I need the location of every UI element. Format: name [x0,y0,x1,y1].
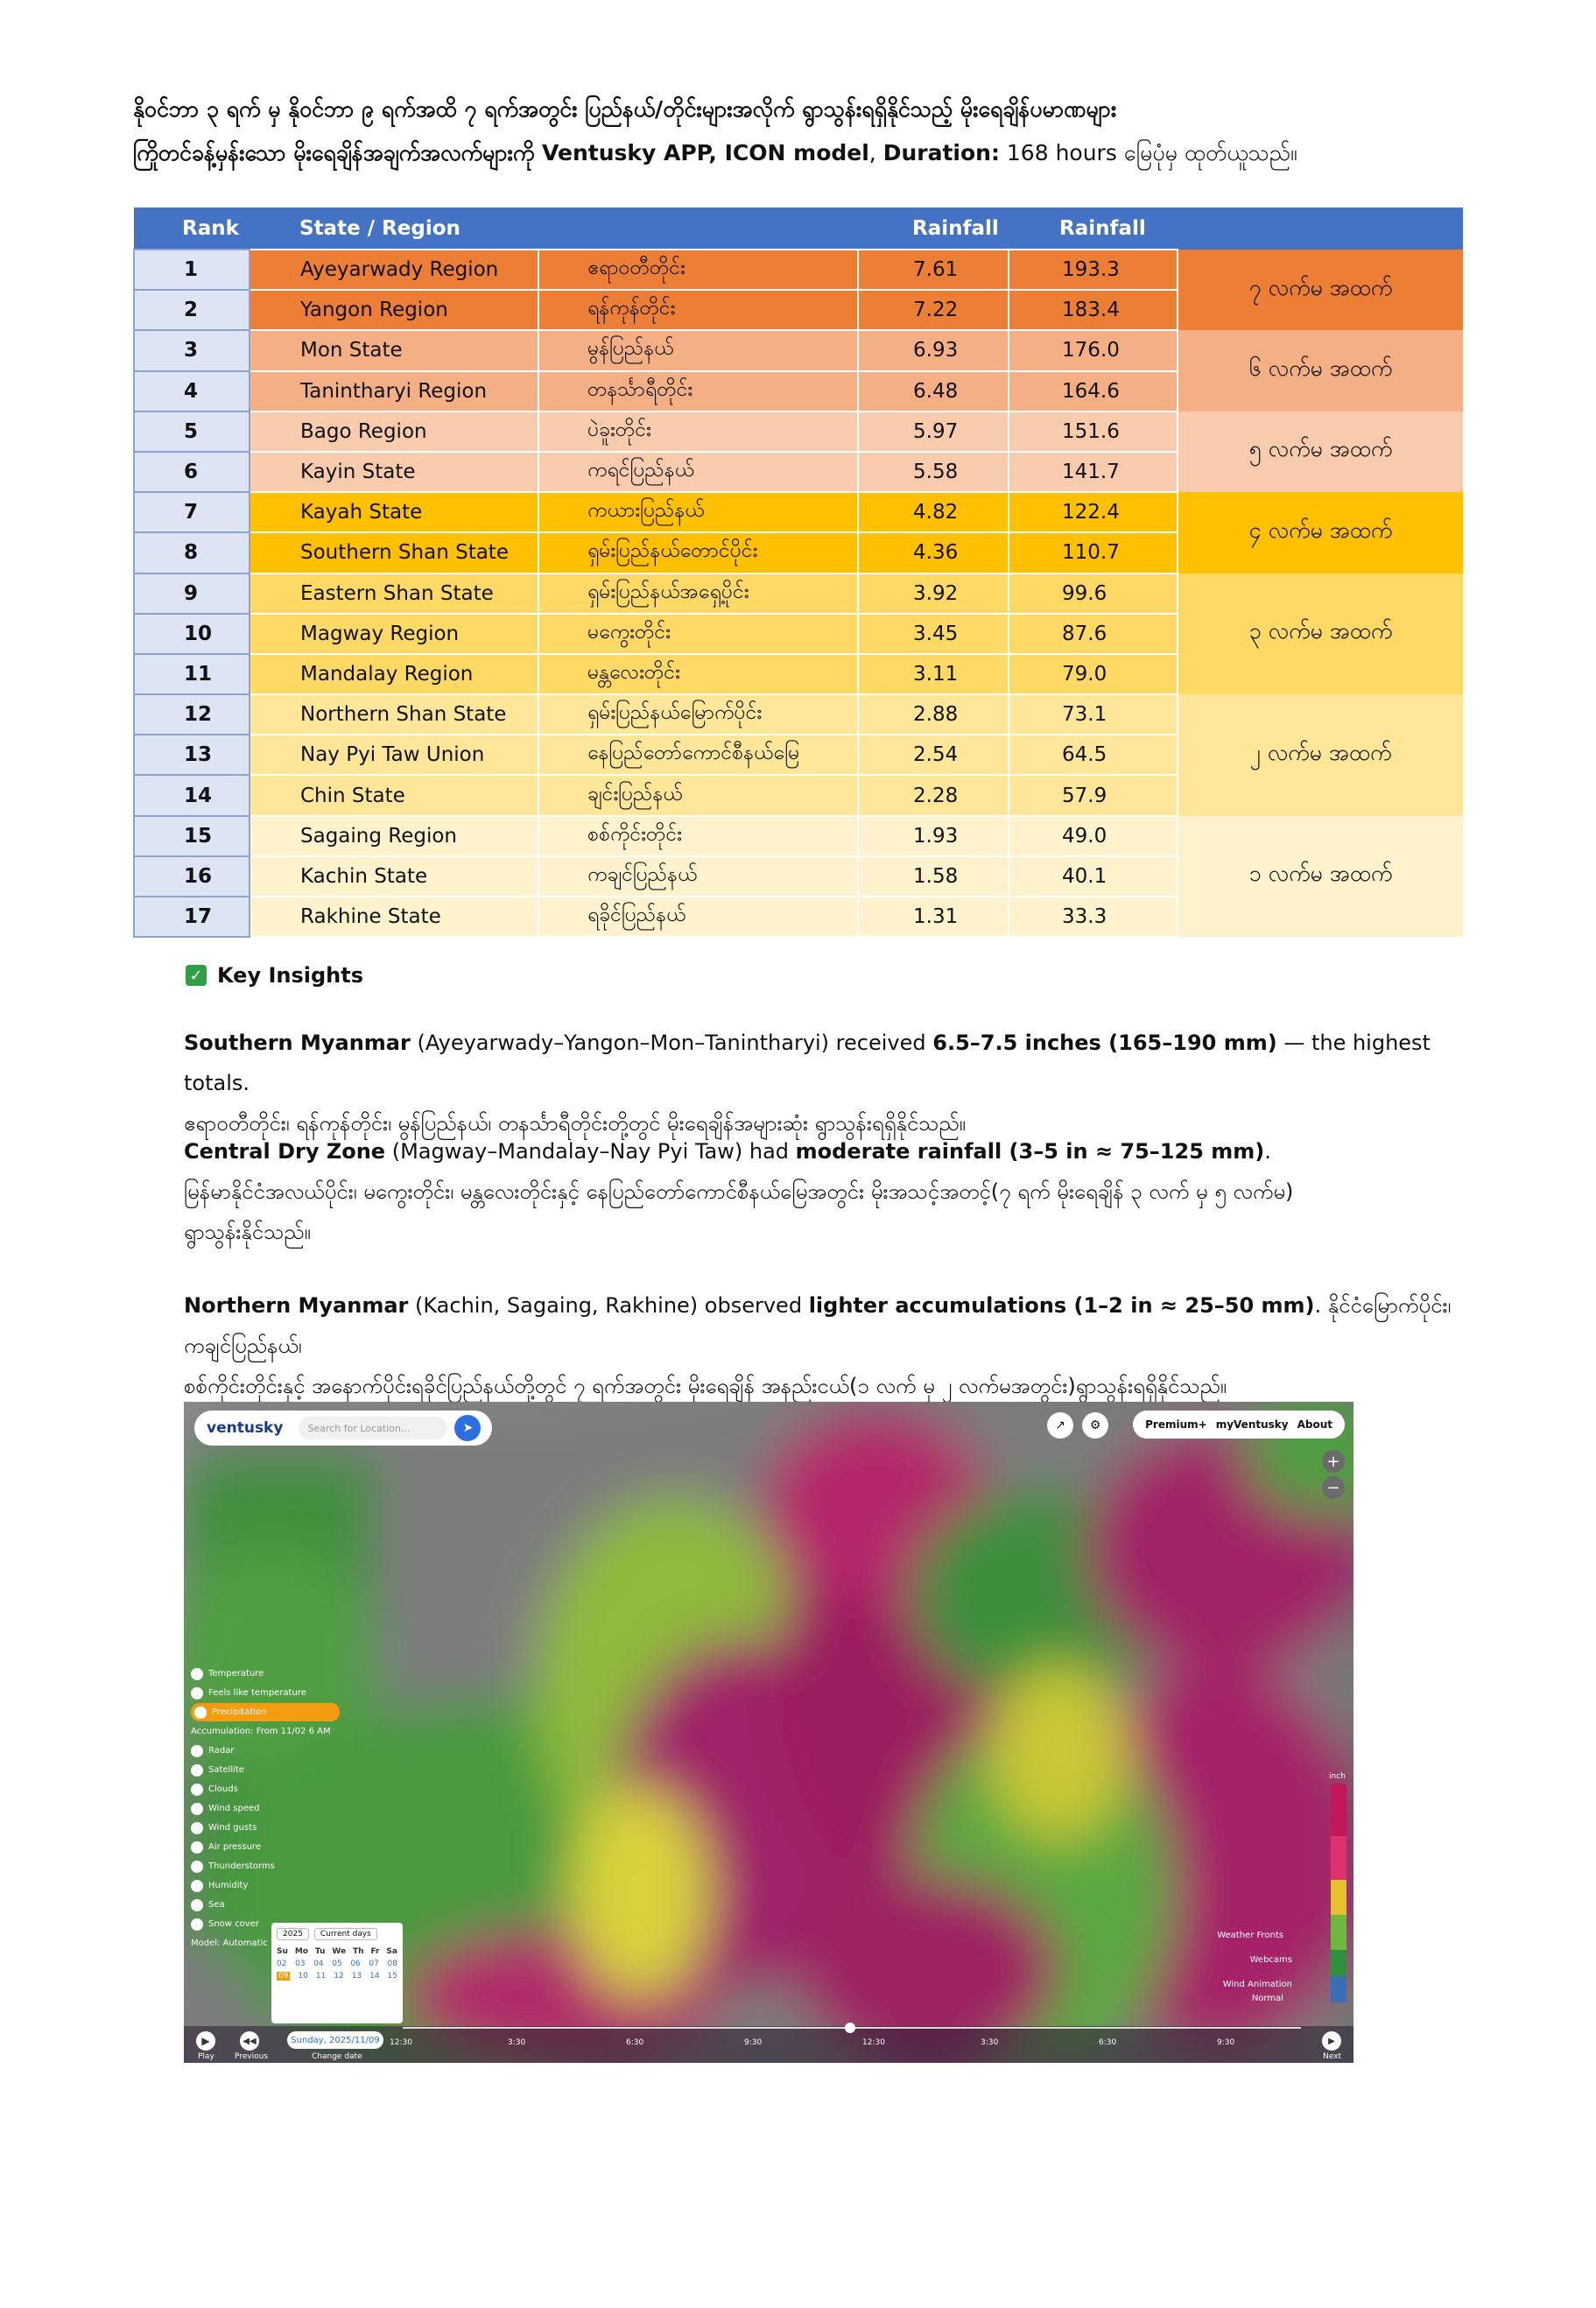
calendar-weekdays: Su Mo Tu We Th Fr Sa [277,1947,397,1956]
rain-inch: 6.48 [858,371,1009,412]
gear-icon[interactable]: ⚙ [1082,1412,1108,1439]
rain-inch: 3.92 [858,573,1009,614]
rain-mm: 73.1 [1009,694,1178,735]
insight-central-mm2: ရွာသွန်းနိုင်သည်။ [184,1220,311,1244]
table-row [134,694,1463,735]
layer-wind-gusts[interactable]: Wind gusts [191,1819,340,1837]
rank-cell: 1 [134,250,250,290]
rank-cell: 5 [134,412,250,452]
rain-mm: 87.6 [1009,614,1178,654]
header-rainfall-mm: Rainfall [1009,208,1178,250]
insight-southern [184,1023,1462,1143]
time-tick: 12:30 [862,2038,885,2047]
state-en: Magway Region [250,614,538,654]
rain-mm: 141.7 [1009,452,1178,492]
state-en: Yangon Region [250,290,538,330]
rank-cell: 12 [134,694,250,735]
state-en: Kayin State [250,452,538,492]
time-tick: 9:30 [744,2038,763,2047]
rain-inch: 3.11 [858,654,1009,694]
rain-mm: 110.7 [1009,532,1178,573]
rainfall-rank-table [133,208,1463,938]
insight-central [184,1131,1462,1252]
layer-air-pressure[interactable]: Air pressure [191,1838,340,1856]
table-row [134,330,1463,370]
layer-model[interactable]: Model: Automatic [191,1939,268,1948]
rain-mm: 183.4 [1009,290,1178,330]
insight-central-b2: moderate rainfall (3–5 in ≈ 75–125 mm) [795,1139,1265,1164]
insight-southern-b1: Southern Myanmar [184,1031,411,1055]
state-en: Mandalay Region [250,654,538,694]
rain-mm: 33.3 [1009,897,1178,937]
next-label: Next [1323,2052,1341,2061]
previous-label: Previous [235,2052,269,2061]
state-en: Kayah State [250,492,538,532]
rank-cell: 4 [134,371,250,412]
header-rainfall-inch: Rainfall [858,208,1009,250]
rain-mm: 49.0 [1009,816,1178,856]
state-en: Kachin State [250,856,538,897]
rain-inch: 3.45 [858,614,1009,654]
state-mm: ကချင်ပြည်နယ် [538,856,858,897]
state-en: Bago Region [250,412,538,452]
table-row [134,250,1463,290]
wind-animation-select[interactable]: Normal [1251,1994,1283,2003]
insight-southern-t1: (Ayeyarwady–Yangon–Mon–Tanintharyi) received [410,1031,933,1055]
header-rank: Rank [134,208,250,250]
insight-southern-mm: ဧရာဝတီတိုင်း၊ ရန်ကုန်တိုင်း၊ မွန်ပြည်နယ်၊ တနင်္သာရီတိုင်းတို့တွင် မိုးရေချိန်အများဆုံး ရွာသွန်းရရှိနိုင်သည်။ [184,1111,966,1136]
location-search-input[interactable]: Search for Location... [299,1417,447,1439]
play-label: Play [198,2052,214,2061]
group-label: ၅ လက်မ အထက် [1178,412,1463,492]
rain-inch: 4.36 [858,532,1009,573]
table-header [134,208,1463,250]
table-row [134,573,1463,614]
layer-temperature[interactable]: Temperature [191,1664,340,1683]
key-insights-title: Key Insights [217,963,364,988]
time-tick: 12:30 [390,2038,412,2047]
rank-cell: 15 [134,816,250,856]
intro-line-2b: Duration: [882,140,1000,165]
account-bar [1133,1411,1345,1439]
change-date-label: Change date [312,2052,362,2061]
intro-line-2 [133,131,1464,175]
insight-northern [184,1285,1462,1406]
ventusky-search-bar [194,1411,492,1446]
intro-text [133,88,1464,175]
rank-cell: 11 [134,654,250,694]
insight-northern-mm: စစ်ကိုင်းတိုင်းနှင့် အနောက်ပိုင်းရခိုင်ပြည်နယ်တို့တွင် ၇ ရက်အတွင်း မိုးရေချိန် အနည်းငယ်(၁ လက် မှ ၂ လက်မအတွင်း)ရွာသွန်းရရှိနိုင်သည်။ [184,1374,1227,1398]
rain-mm: 193.3 [1009,250,1178,290]
rain-mm: 79.0 [1009,654,1178,694]
group-label: ၇ လက်မ အထက် [1178,250,1463,330]
rank-cell: 10 [134,614,250,654]
timeline-track[interactable] [403,2027,1301,2029]
group-label: ၃ လက်မ အထက် [1178,573,1463,695]
rank-cell: 16 [134,856,250,897]
header-group [1178,208,1463,250]
rank-cell: 13 [134,735,250,775]
rank-cell: 9 [134,573,250,614]
state-mm: တနင်္သာရီတိုင်း [538,371,858,412]
state-mm: ချင်းပြည်နယ် [538,775,858,815]
rank-cell: 3 [134,330,250,370]
insight-northern-t2: . နိုင်ငံမြောက်ပိုင်း၊ ကချင်ပြည်နယ်၊ [184,1293,1452,1358]
rain-inch: 5.97 [858,412,1009,452]
group-label: ၄ လက်မ အထက် [1178,492,1463,573]
calendar-week-1[interactable]: 02 03 04 05 06 07 08 [277,1960,397,1968]
layer-menu [191,1664,340,1953]
rain-mm: 176.0 [1009,330,1178,370]
rank-cell: 8 [134,532,250,573]
checkmark-icon: ✓ [186,965,207,986]
rank-cell: 6 [134,452,250,492]
intro-line-2-sep: , [868,140,883,165]
layer-satellite[interactable]: Satellite [191,1761,340,1779]
state-mm: ရခိုင်ပြည်နယ် [538,897,858,937]
table-row [134,492,1463,532]
intro-line-1: နိုဝင်ဘာ ၃ ရက် မှ နိုဝင်ဘာ ၉ ရက်အထိ ၇ ရက်အတွင်း ပြည်နယ်/တိုင်းများအလိုက် ရွာသွန်းရရှိနိုင်သည့် မိုးရေချိန်ပမာဏများ [133,96,1117,122]
group-label: ၆ လက်မ အထက် [1178,330,1463,411]
locate-icon[interactable]: ➤ [454,1415,481,1441]
share-icon[interactable]: ↗ [1047,1412,1073,1439]
insight-southern-t2: — the highest totals. [184,1031,1431,1095]
layer-wind-speed[interactable]: Wind speed [191,1799,340,1818]
table-row [134,816,1463,856]
insight-northern-en [184,1285,1462,1366]
header-myanmar [538,208,858,250]
zoom-in-button[interactable]: + [1322,1450,1345,1473]
ventusky-map-screenshot [184,1402,1353,2063]
insight-central-t2: . [1264,1139,1271,1164]
calendar-week-2[interactable]: 09 10 11 12 13 14 15 [278,1972,397,1981]
rain-inch: 6.93 [858,330,1009,370]
rain-mm: 151.6 [1009,412,1178,452]
date-picker [271,1923,403,2023]
table-row [134,412,1463,452]
timeline-handle[interactable] [845,2023,855,2033]
rain-inch: 7.61 [858,250,1009,290]
year-select[interactable]: 2025 [277,1928,309,1940]
state-mm: မွန်ပြည်နယ် [538,330,858,370]
insight-central-t1: (Magway–Mandalay–Nay Pyi Taw) had [385,1139,796,1164]
state-en: Nay Pyi Taw Union [250,735,538,775]
range-select[interactable]: Current days [314,1928,377,1940]
zoom-out-button[interactable]: − [1322,1476,1345,1499]
insight-northern-b2: lighter accumulations (1–2 in ≈ 25–50 mm) [808,1293,1315,1318]
rank-cell: 17 [134,897,250,937]
group-label: ၂ လက်မ အထက် [1178,694,1463,816]
header-state: State / Region [250,208,538,250]
ventusky-logo: ventusky [207,1419,284,1437]
rain-mm: 57.9 [1009,775,1178,815]
state-mm: ဧရာဝတီတိုင်း [538,250,858,290]
next-icon[interactable]: ▶ [1322,2031,1341,2051]
layer-feels-like[interactable]: Feels like temperature [191,1684,340,1702]
layer-precipitation[interactable]: Precipitation [191,1703,340,1721]
state-en: Sagaing Region [250,816,538,856]
state-en: Northern Shan State [250,694,538,735]
intro-line-2a: ကြိုတင်ခန့်မှန်းသော မိုးရေချိန်အချက်အလက်များကို Ventusky APP, ICON model [133,140,869,165]
state-mm: ရန်ကုန်တိုင်း [538,290,858,330]
state-mm: ကရင်ပြည်နယ် [538,452,858,492]
legend-unit: inch [1329,1772,1346,1781]
time-tick: 9:30 [1217,2038,1235,2047]
time-tick: 3:30 [981,2038,999,2047]
rain-inch: 5.58 [858,452,1009,492]
rain-inch: 1.31 [858,897,1009,937]
rank-cell: 2 [134,290,250,330]
layer-sea[interactable]: Sea [191,1896,340,1914]
rain-mm: 40.1 [1009,856,1178,897]
myventusky-link[interactable]: myVentusky [1215,1418,1289,1431]
state-mm: ပဲခူးတိုင်း [538,412,858,452]
layer-humidity[interactable]: Humidity [191,1876,340,1895]
state-en: Rakhine State [250,897,538,937]
state-mm: စစ်ကိုင်းတိုင်း [538,816,858,856]
group-label: ၁ လက်မ အထက် [1178,816,1463,938]
rain-mm: 64.5 [1009,735,1178,775]
rain-inch: 1.58 [858,856,1009,897]
timeline-bar [184,2026,1353,2063]
state-en: Ayeyarwady Region [250,250,538,290]
layer-clouds[interactable]: Clouds [191,1780,340,1798]
layer-radar[interactable]: Radar [191,1742,340,1760]
rain-inch: 4.82 [858,492,1009,532]
state-mm: မန္တလေးတိုင်း [538,654,858,694]
state-en: Mon State [250,330,538,370]
insight-central-en [184,1131,1462,1172]
layer-thunderstorms[interactable]: Thunderstorms [191,1857,340,1875]
layer-accumulation[interactable]: Accumulation: From 11/02 6 AM [191,1727,331,1736]
state-mm: နေပြည်တော်ကောင်စီနယ်မြေ [538,735,858,775]
key-insights-heading [186,963,363,988]
rain-inch: 7.22 [858,290,1009,330]
rain-mm: 164.6 [1009,371,1178,412]
state-en: Eastern Shan State [250,573,538,614]
insight-northern-b1: Northern Myanmar [184,1293,409,1318]
state-en: Southern Shan State [250,532,538,573]
insight-central-b1: Central Dry Zone [184,1139,386,1164]
rain-mm: 99.6 [1009,573,1178,614]
rain-inch: 2.28 [858,775,1009,815]
weather-fronts-toggle[interactable]: Weather Fronts [1217,1931,1283,1940]
rain-inch: 1.93 [858,816,1009,856]
state-en: Tanintharyi Region [250,371,538,412]
precipitation-legend [1329,1770,1348,2006]
rain-inch: 2.88 [858,694,1009,735]
rank-cell: 14 [134,775,250,815]
layer-snow-cover[interactable]: Snow cover [191,1915,340,1933]
insight-central-mm1: မြန်မာနိုင်ငံအလယ်ပိုင်း၊ မကွေးတိုင်း၊ မန္တလေးတိုင်းနှင့် နေပြည်တော်ကောင်စီနယ်မြေအတွင်း မိုးအသင့်အတင့်(၇ ရက် မိုးရေချိန် ၃ လက် မှ ၅ လက်မ) [184,1179,1294,1204]
state-mm: ရှမ်းပြည်နယ်မြောက်ပိုင်း [538,694,858,735]
time-tick: 3:30 [508,2038,526,2047]
previous-icon[interactable]: ◀◀ [240,2031,259,2051]
time-tick: 6:30 [1099,2038,1117,2047]
insight-southern-b2: 6.5–7.5 inches (165–190 mm) [932,1031,1277,1055]
wind-animation-label: Wind Animation [1222,1980,1292,1989]
play-icon[interactable]: ▶ [196,2031,215,2051]
time-tick: 6:30 [626,2038,644,2047]
state-mm: မကွေးတိုင်း [538,614,858,654]
rain-mm: 122.4 [1009,492,1178,532]
rank-cell: 7 [134,492,250,532]
state-en: Chin State [250,775,538,815]
rain-inch: 2.54 [858,735,1009,775]
state-mm: ကယားပြည်နယ် [538,492,858,532]
state-mm: ရှမ်းပြည်နယ်တောင်ပိုင်း [538,532,858,573]
intro-line-2c: 168 hours မြေပုံမှ ထုတ်ယူသည်။ [999,140,1297,165]
premium-link[interactable]: Premium+ [1145,1418,1207,1431]
date-selector[interactable]: Sunday, 2025/11/09 [287,2031,383,2049]
insight-northern-t1: (Kachin, Sagaing, Rakhine) observed [408,1293,809,1318]
state-mm: ရှမ်းပြည်နယ်အရှေ့ပိုင်း [538,573,858,614]
about-link[interactable]: About [1297,1418,1332,1431]
insight-southern-en [184,1023,1462,1103]
webcams-toggle[interactable]: Webcams [1249,1955,1292,1965]
